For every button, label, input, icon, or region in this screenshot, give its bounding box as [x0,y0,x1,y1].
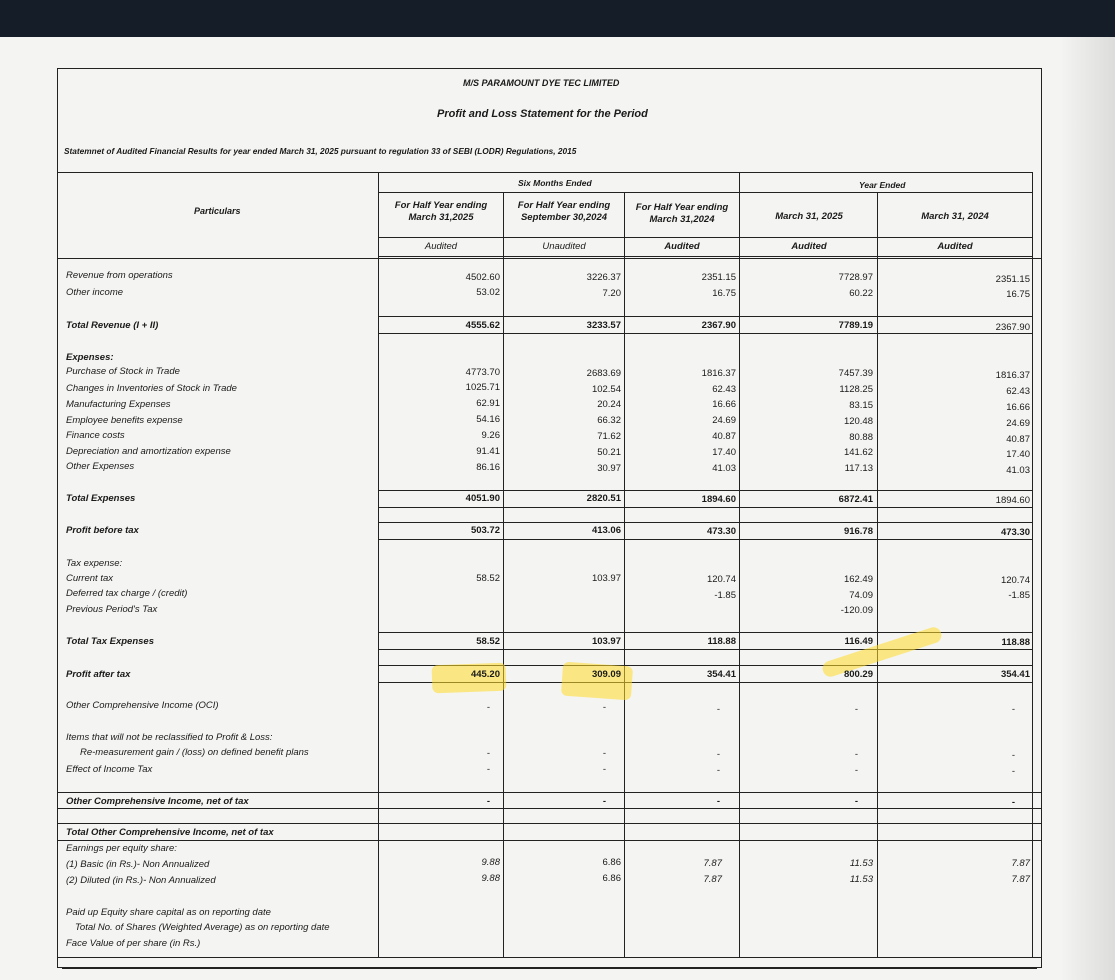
cell: 503.72 [470,525,500,536]
cell: - [1011,797,1015,808]
page-shadow [1060,37,1115,980]
cell: 6.86 [602,873,621,884]
cell: 3233.57 [586,320,621,331]
cell: 2367.90 [701,320,736,331]
cell: 86.16 [476,462,500,473]
cell: 54.16 [476,414,500,425]
cell: 120.74 [1000,575,1030,586]
col3-header: For Half Year ending March 31,2024 [635,202,729,225]
cell: 6872.41 [838,494,873,505]
cell: - [602,764,606,775]
cell: 62.43 [712,384,736,395]
cell: 24.69 [712,415,736,426]
cell: 40.87 [712,431,736,442]
cell: 41.03 [712,463,736,474]
cell: 116.49 [844,636,873,647]
row-label: Previous Period's Tax [66,604,158,615]
cell: - [602,796,606,807]
cell: 20.24 [597,399,621,410]
col4-header: March 31, 2025 [775,211,843,222]
cell: 413.06 [591,525,621,536]
row-label: Purchase of Stock in Trade [66,366,180,377]
cell: - [486,796,490,807]
row-label: Expenses: [66,352,114,363]
row-label: Employee benefits expense [66,415,183,426]
cell: 916.78 [843,526,873,537]
cell: 117.13 [844,463,873,474]
cell: - [716,765,720,776]
cell: - [716,704,720,715]
cell: 9.26 [481,430,500,441]
cell: 102.54 [591,384,621,395]
row-label: Total Expenses [66,493,136,504]
cell: 7728.97 [838,272,873,283]
row-label: Total Tax Expenses [66,636,154,647]
cell: 2820.51 [586,493,621,504]
cell: 473.30 [1000,527,1030,538]
col4-status: Audited [791,241,827,252]
row-label: Other Comprehensive Income (OCI) [66,700,219,711]
cell: 7457.39 [838,368,873,379]
particulars-header: Particulars [194,206,241,216]
cell: 53.02 [476,287,500,298]
cell: 354.41 [1000,669,1030,680]
cell: 50.21 [597,447,621,458]
cell: 103.97 [591,573,621,584]
row-label: Tax expense: [66,558,123,569]
row-label: Items that will not be reclassified to Profit & Loss: [66,732,273,743]
cell: 2683.69 [586,368,621,379]
row-label: Earnings per equity share: [66,843,177,854]
cell: 2367.90 [995,322,1030,333]
cell: - [602,702,606,713]
cell: - [1011,766,1015,777]
cell: 91.41 [476,446,500,457]
cell: - [1011,704,1015,715]
row-label: Effect of Income Tax [66,764,153,775]
cell: 118.88 [707,636,736,647]
cell: 4051.90 [465,493,500,504]
cell: 17.40 [1006,449,1030,460]
cell: 17.40 [712,447,736,458]
cell: 7.87 [703,858,722,869]
row-label: Re-measurement gain / (loss) on defined benefit plans [80,747,309,758]
row-label: Revenue from operations [66,270,173,281]
col5-status: Audited [937,241,973,252]
top-bar [0,0,1115,37]
row-label: Profit before tax [66,525,139,536]
cell: - [716,749,720,760]
cell: - [854,749,858,760]
cell: 40.87 [1006,434,1030,445]
cell: 7.87 [1011,874,1030,885]
statement-title: Profit and Loss Statement for the Period [437,108,648,120]
company-name: M/S PARAMOUNT DYE TEC LIMITED [463,78,620,88]
row-label: Total Other Comprehensive Income, net of tax [66,827,274,838]
cell: 1816.37 [701,368,736,379]
cell: 41.03 [1006,465,1030,476]
cell: 118.88 [1001,637,1030,648]
cell: -1.85 [714,590,736,601]
row-label: Other Comprehensive Income, net of tax [66,796,249,807]
row-label: Other income [66,287,124,298]
cell: - [1011,750,1015,761]
row-label: Depreciation and amortization expense [66,446,231,457]
cell: -120.09 [840,605,873,616]
cell: 9.88 [481,857,500,868]
cell: 83.15 [849,400,873,411]
cell: 62.91 [476,398,500,409]
cell: 80.88 [849,432,873,443]
cell: 309.09 [591,669,621,680]
cell: 4773.70 [465,367,500,378]
row-label: Manufacturing Expenses [66,399,171,410]
cell: 7789.19 [838,320,873,331]
cell: 7.20 [602,288,621,299]
cell: 6.86 [602,857,621,868]
cell: 4502.60 [465,272,500,283]
row-label: Current tax [66,573,113,584]
cell: 11.53 [849,874,873,885]
cell: - [854,796,858,807]
cell: 3226.37 [586,272,621,283]
cell: 120.74 [706,574,736,585]
row-label: Total No. of Shares (Weighted Average) as on reporting date [75,922,330,933]
cell: 24.69 [1006,418,1030,429]
row-label: Paid up Equity share capital as on reporting date [66,907,271,918]
cell: 1025.71 [465,382,500,393]
cell: 16.75 [1006,289,1030,300]
six-months-header: Six Months Ended [518,178,592,188]
cell: 60.22 [849,288,873,299]
cell: 9.88 [481,873,500,884]
col1-status: Audited [424,241,458,252]
cell: 74.09 [849,590,873,601]
cell: 800.29 [843,669,873,680]
cell: - [716,796,720,807]
cell: - [486,764,490,775]
col1-header: For Half Year ending March 31,2025 [394,200,488,223]
row-label: Profit after tax [66,669,131,680]
cell: 7.87 [703,874,722,885]
cell: 58.52 [476,636,500,647]
row-label: Other Expenses [66,461,135,472]
col3-status: Audited [664,241,700,252]
cell: 7.87 [1011,858,1030,869]
cell: 1128.25 [839,384,873,395]
cell: -1.85 [1008,590,1030,601]
cell: 141.62 [843,447,873,458]
cell: 473.30 [706,526,736,537]
row-label: (1) Basic (in Rs.)- Non Annualized [66,859,210,870]
col5-header: March 31, 2024 [921,211,989,222]
cell: - [854,704,858,715]
cell: 445.20 [470,669,500,680]
cell: 1894.60 [995,495,1030,506]
cell: 16.66 [1006,402,1030,413]
row-label: Deferred tax charge / (credit) [66,588,188,599]
row-label: (2) Diluted (in Rs.)- Non Annualized [66,875,216,886]
cell: 1894.60 [701,494,736,505]
cell: 62.43 [1006,386,1030,397]
cell: 162.49 [843,574,873,585]
row-label: Face Value of per share (in Rs.) [66,938,201,949]
cell: - [602,748,606,759]
cell: 354.41 [706,669,736,680]
cell: 2351.15 [701,272,736,283]
cell: - [854,765,858,776]
statement-subtitle: Statemnet of Audited Financial Results for year ended March 31, 2025 pursuant to regulation 33 of SEBI (LODR) Regulations, 2015 [64,146,577,156]
highlight-mark [561,662,633,701]
cell: 1816.37 [995,370,1030,381]
cell: 103.97 [591,636,621,647]
col2-status: Unaudited [542,241,586,252]
cell: 30.97 [597,463,621,474]
cell: - [486,702,490,713]
row-label: Finance costs [66,430,125,441]
cell: - [486,748,490,759]
year-ended-header: Year Ended [859,180,906,190]
cell: 58.52 [476,573,500,584]
cell: 71.62 [597,431,621,442]
cell: 120.48 [843,416,873,427]
cell: 16.66 [712,399,736,410]
cell: 2351.15 [995,274,1030,285]
row-label: Total Revenue (I + II) [66,320,159,331]
row-label: Changes in Inventories of Stock in Trade [66,383,237,394]
cell: 16.75 [712,288,736,299]
cell: 66.32 [597,415,621,426]
cell: 11.53 [849,858,873,869]
col2-header: For Half Year ending September 30,2024 [517,200,611,223]
cell: 4555.62 [465,320,500,331]
